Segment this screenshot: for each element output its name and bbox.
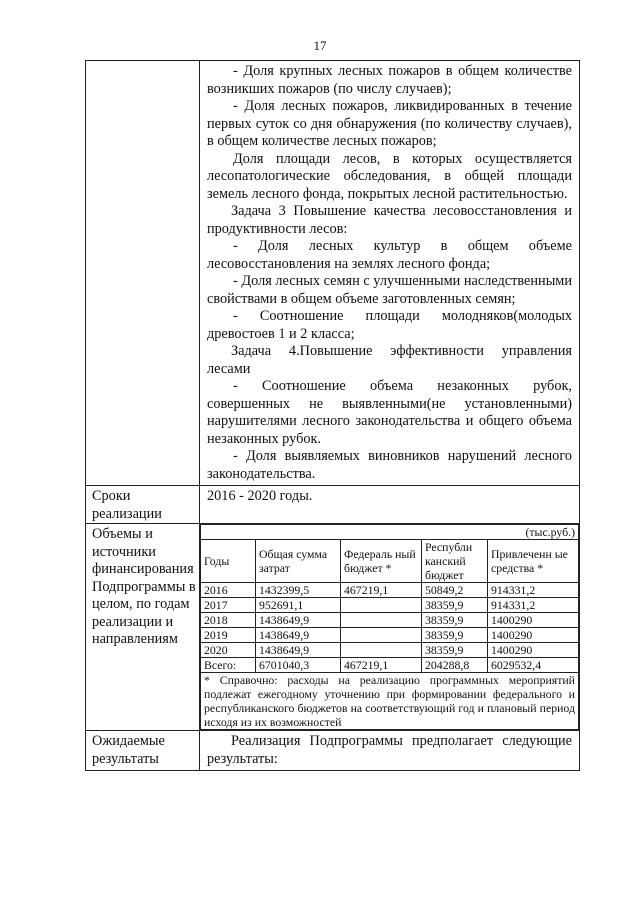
- header-federal: Федераль ный бюджет *: [341, 540, 422, 583]
- header-total: Общая сумма затрат: [256, 540, 341, 583]
- cell-year: 2016: [201, 583, 256, 598]
- cell-federal: [341, 598, 422, 613]
- cell-attracted: 1400290: [488, 613, 579, 628]
- cell-federal: [341, 613, 422, 628]
- funding-label: Объемы и источники финансирования Подпрограммы в целом, по годам реализации и направлениям: [86, 524, 200, 731]
- cell-attracted: 914331,2: [488, 598, 579, 613]
- results-row: [86, 731, 580, 771]
- cell-republic: 50849,2: [422, 583, 488, 598]
- goal-item: - Доля лесных пожаров, ликвидированных в течение первых суток со дня обнаружения (по количеству случаев), в общем количестве лесных пожаров;: [207, 98, 572, 149]
- cell-year: Всего:: [201, 658, 256, 673]
- cell-attracted: 6029532,4: [488, 658, 579, 673]
- goal-item: - Соотношение объема незаконных рубок, совершенных не выявленными(не установленными) нарушителями лесного законодательства и общего объема незаконных рубок.: [207, 378, 572, 447]
- cell-total: 952691,1: [256, 598, 341, 613]
- funding-total-row: [201, 658, 579, 673]
- cell-total: 1438649,9: [256, 613, 341, 628]
- cell-total: 1438649,9: [256, 643, 341, 658]
- page-number: 17: [313, 38, 327, 53]
- results-label: Ожидаемые результаты: [86, 731, 200, 771]
- funding-note: * Справочно: расходы на реализацию программных мероприятий подлежат ежегодному уточнению при формировании федерального и республиканского бюджетов на соответствующий год и плановый период исходя из их возможностей: [201, 673, 579, 730]
- task-heading: Задача 4.Повышение эффективности управления лесами: [207, 343, 572, 377]
- funding-table: [200, 524, 579, 730]
- terms-value: [200, 486, 580, 524]
- goal-item: - Доля лесных культур в общем объеме лесовосстановления на землях лесного фонда;: [207, 238, 572, 272]
- cell-total: 1432399,5: [256, 583, 341, 598]
- funding-data-row: [201, 583, 579, 598]
- unit-row: [201, 525, 579, 540]
- goals-list: [200, 61, 580, 486]
- cell-republic: 38359,9: [422, 613, 488, 628]
- cell-attracted: 1400290: [488, 643, 579, 658]
- header-years: Годы: [201, 540, 256, 583]
- funding-data-row: [201, 643, 579, 658]
- terms-label: Сроки реализации: [86, 486, 200, 524]
- unit-label: (тыс.руб.): [201, 525, 579, 540]
- cell-total: 1438649,9: [256, 628, 341, 643]
- funding-data-row: [201, 598, 579, 613]
- cell-federal: [341, 628, 422, 643]
- goals-label-cell: [86, 61, 200, 486]
- terms-row: [86, 486, 580, 524]
- goals-row: [86, 61, 580, 486]
- funding-row: [86, 524, 580, 731]
- goal-item: - Доля выявляемых виновников нарушений лесного законодательства.: [207, 448, 572, 482]
- cell-year: 2020: [201, 643, 256, 658]
- cell-attracted: 1400290: [488, 628, 579, 643]
- cell-republic: 38359,9: [422, 643, 488, 658]
- results-value: [200, 731, 580, 771]
- funding-data-row: [201, 613, 579, 628]
- cell-attracted: 914331,2: [488, 583, 579, 598]
- cell-republic: 38359,9: [422, 598, 488, 613]
- funding-header-row: [201, 540, 579, 583]
- cell-federal: [341, 643, 422, 658]
- cell-total: 6701040,3: [256, 658, 341, 673]
- cell-republic: 204288,8: [422, 658, 488, 673]
- terms-value-text: 2016 - 2020 годы.: [207, 488, 313, 504]
- goal-item: Доля площади лесов, в которых осуществляется лесопатологические обследования, в общей площади земель лесного фонда, покрытых лесной растительностью.: [207, 150, 572, 202]
- funding-note-row: [201, 673, 579, 730]
- passport-table: [85, 60, 580, 771]
- cell-federal: 467219,1: [341, 658, 422, 673]
- cell-year: 2017: [201, 598, 256, 613]
- goal-item: - Доля лесных семян с улучшенными наследственными свойствами в общем объеме заготовленных семян;: [207, 273, 572, 307]
- goal-item: - Соотношение площади молодняков(молодых древостоев 1 и 2 класса;: [207, 308, 572, 342]
- cell-year: 2019: [201, 628, 256, 643]
- funding-data-row: [201, 628, 579, 643]
- results-text: Реализация Подпрограммы предполагает следующие результаты:: [207, 733, 572, 767]
- header-attracted: Привлеченн ые средства *: [488, 540, 579, 583]
- goal-item: - Доля крупных лесных пожаров в общем количестве возникших пожаров (по числу случаев);: [207, 63, 572, 97]
- cell-year: 2018: [201, 613, 256, 628]
- cell-republic: 38359,9: [422, 628, 488, 643]
- funding-cell: [200, 524, 580, 731]
- task-heading: Задача 3 Повышение качества лесовосстановления и продуктивности лесов:: [207, 203, 572, 237]
- header-republic: Республи канский бюджет: [422, 540, 488, 583]
- cell-federal: 467219,1: [341, 583, 422, 598]
